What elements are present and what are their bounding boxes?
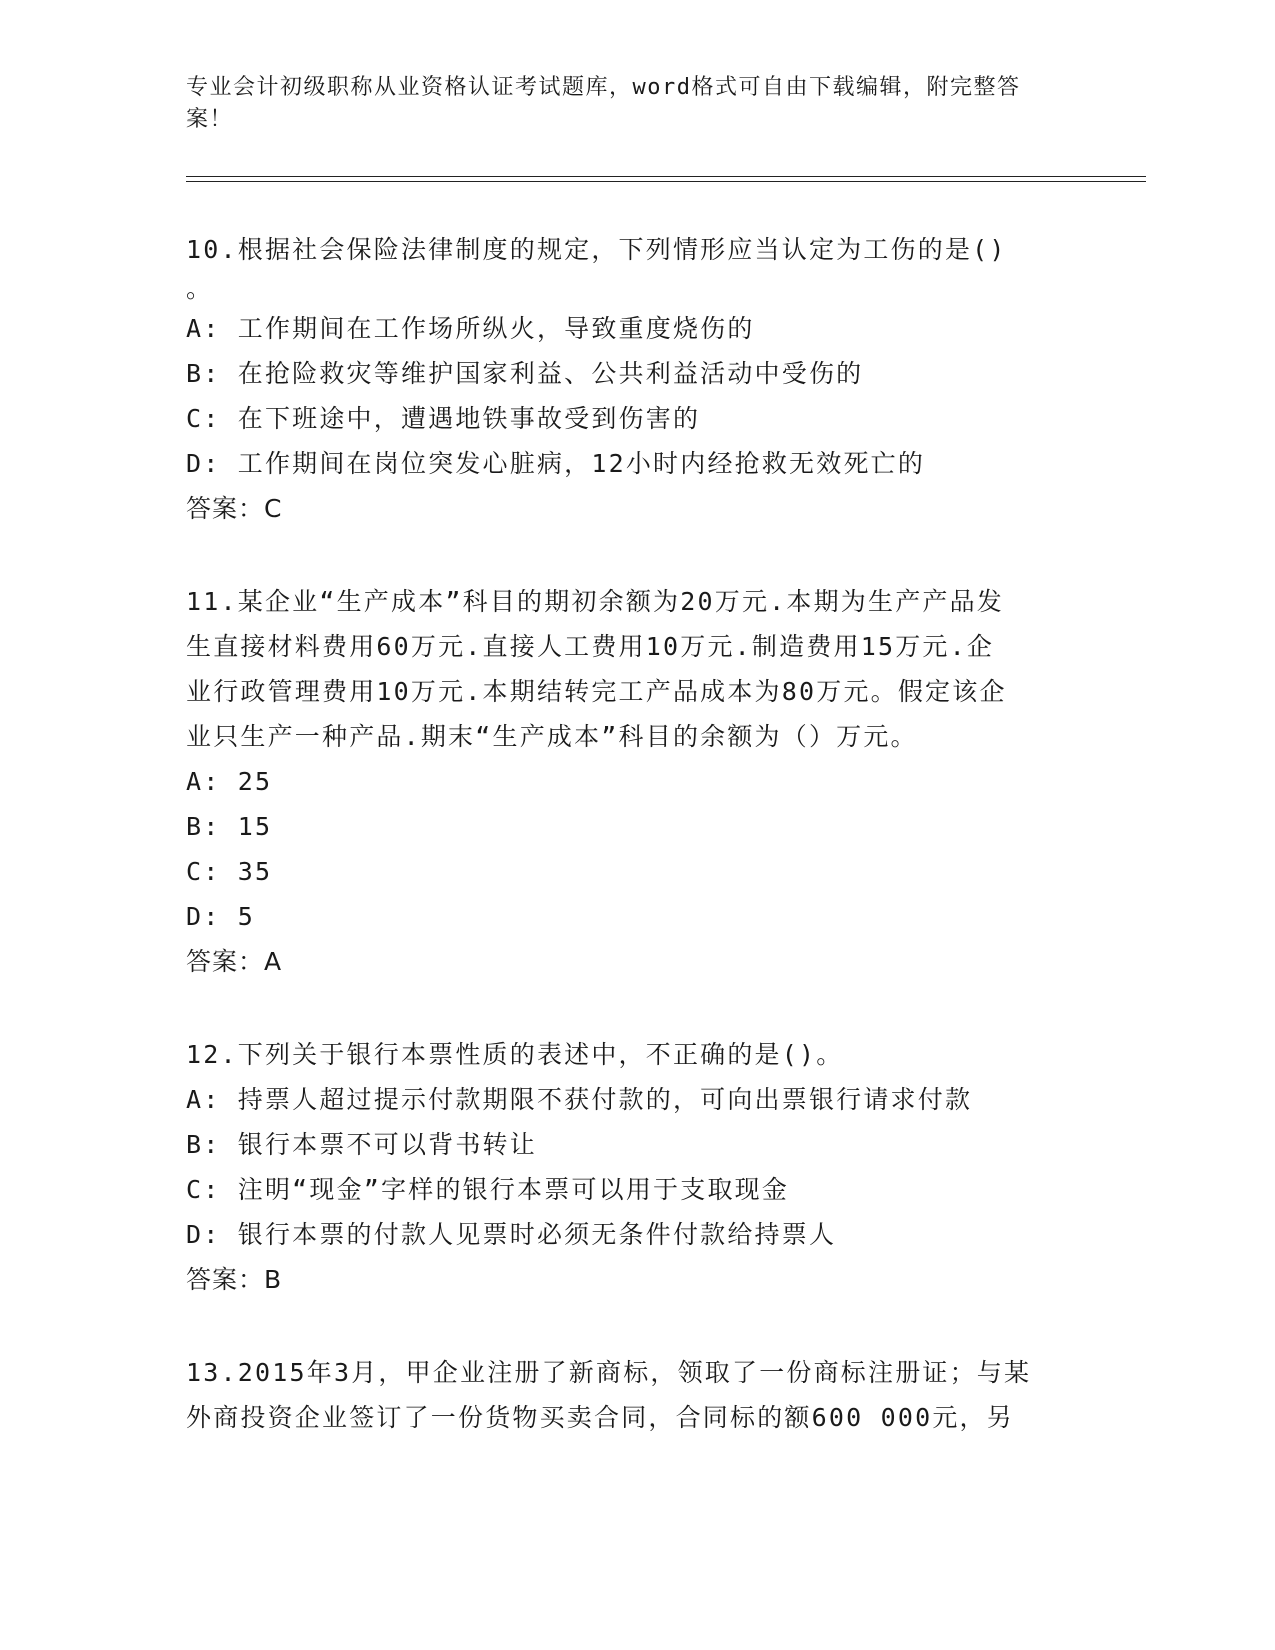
question-12 — [186, 1032, 1066, 1302]
question-12-title: 12.下列关于银行本票性质的表述中，不正确的是()。 — [186, 1040, 844, 1069]
question-10 — [186, 227, 1066, 531]
document-header: 专业会计初级职称从业资格认证考试题库，word格式可自由下载编辑，附完整答案！ — [186, 75, 1021, 132]
question-10-title: 10.根据社会保险法律制度的规定，下列情形应当认定为工伤的是() — [186, 235, 1007, 264]
question-11-option-b: B: 15 — [186, 812, 273, 841]
question-12-answer: 答案：B — [186, 1265, 283, 1294]
header-divider-top — [186, 176, 1146, 177]
question-11-title-line-3: 业行政管理费用10万元.本期结转完工产品成本为80万元。假定该企 — [186, 677, 1007, 706]
question-11-option-c: C: 35 — [186, 857, 273, 886]
question-12-option-d: D: 银行本票的付款人见票时必须无条件付款给持票人 — [186, 1220, 837, 1249]
question-10-option-d: D: 工作期间在岗位突发心脏病，12小时内经抢救无效死亡的 — [186, 449, 926, 478]
question-11-title-line-2: 生直接材料费用60万元.直接人工费用10万元.制造费用15万元.企 — [186, 632, 995, 661]
question-10-answer: 答案：C — [186, 494, 283, 523]
question-13 — [186, 1350, 1066, 1440]
question-list — [186, 227, 1066, 1440]
spacer — [186, 1302, 1066, 1350]
header-divider-bottom — [186, 181, 1146, 182]
question-12-option-c: C: 注明“现金”字样的银行本票可以用于支取现金 — [186, 1175, 790, 1204]
question-12-option-a: A: 持票人超过提示付款期限不获付款的，可向出票银行请求付款 — [186, 1085, 973, 1114]
question-10-option-b: B: 在抢险救灾等维护国家利益、公共利益活动中受伤的 — [186, 359, 864, 388]
question-10-option-c: C: 在下班途中，遭遇地铁事故受到伤害的 — [186, 404, 701, 433]
question-11 — [186, 579, 1066, 984]
spacer — [186, 531, 1066, 579]
question-11-title-line-4: 业只生产一种产品.期末“生产成本”科目的余额为（）万元。 — [186, 722, 918, 751]
question-10-option-a: A: 工作期间在工作场所纵火，导致重度烧伤的 — [186, 314, 755, 343]
question-11-option-d: D: 5 — [186, 902, 256, 931]
question-10-title-tail: 。 — [186, 274, 214, 303]
spacer — [186, 984, 1066, 1032]
question-12-option-b: B: 银行本票不可以背书转让 — [186, 1130, 537, 1159]
question-11-answer: 答案：A — [186, 947, 283, 976]
question-13-title-line-2: 外商投资企业签订了一份货物买卖合同，合同标的额600 000元，另 — [186, 1403, 1014, 1432]
question-11-title-line-1: 11.某企业“生产成本”科目的期初余额为20万元.本期为生产产品发 — [186, 587, 1005, 616]
question-11-option-a: A: 25 — [186, 767, 273, 796]
question-13-title-line-1: 13.2015年3月，甲企业注册了新商标，领取了一份商标注册证；与某 — [186, 1358, 1032, 1387]
